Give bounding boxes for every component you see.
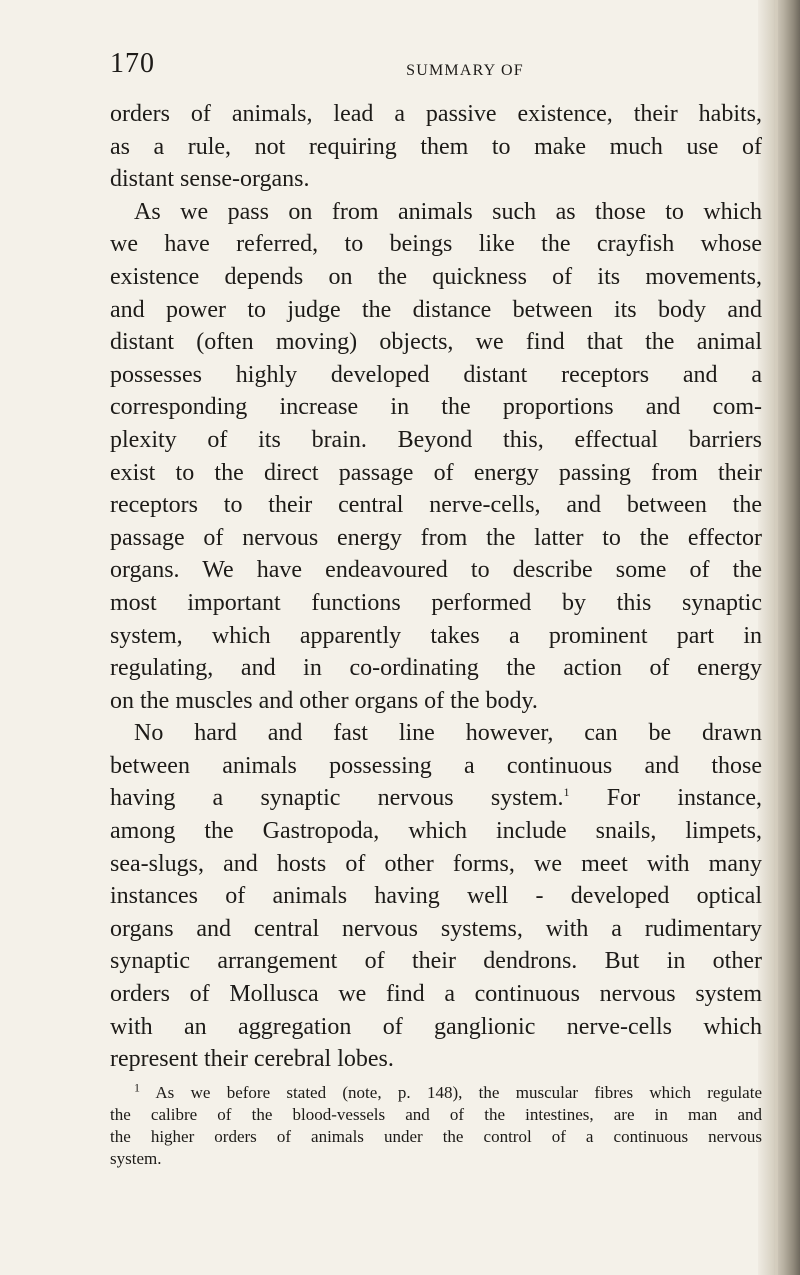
text-line: corresponding increase in the proportions and com-: [110, 394, 762, 421]
text-line: on the muscles and other organs of the body.: [110, 687, 538, 714]
footnote-line: the higher orders of animals under the control of a continuous nervous: [110, 1126, 762, 1146]
page-edge-shadow: [758, 0, 800, 1275]
text-line: synaptic arrangement of their dendrons. But in other: [110, 948, 762, 975]
text-line: possesses highly developed distant receptors and a: [110, 361, 762, 388]
text-line: orders of animals, lead a passive existence, their habits,: [110, 101, 762, 127]
text-line: distant sense-organs.: [110, 166, 310, 193]
text-line: organs and central nervous systems, with a rudimentary: [110, 915, 762, 942]
text-line: organs. We have endeavoured to describe some of the: [110, 557, 762, 584]
text-line: receptors to their central nerve-cells, and between the: [110, 492, 762, 519]
text-line: among the Gastropoda, which include snails, limpets,: [110, 818, 762, 845]
text-line: and power to judge the distance between its body and: [110, 296, 762, 323]
footnote-line: [110, 1082, 762, 1104]
footnote-line: system.: [110, 1148, 162, 1168]
text-line: instances of animals having well - developed optical: [110, 883, 762, 910]
text-line: passage of nervous energy from the latter to the effector: [110, 524, 762, 551]
text-line: distant (often moving) objects, we find that the animal: [110, 329, 762, 356]
running-head: SUMMARY OF: [406, 62, 524, 79]
footnote-line: the calibre of the blood-vessels and of the intestines, are in man and: [110, 1104, 762, 1124]
text-line: as a rule, not requiring them to make much use of: [110, 133, 762, 160]
text-line: plexity of its brain. Beyond this, effectual barriers: [110, 426, 762, 453]
page-header: [110, 48, 750, 88]
text-line: existence depends on the quickness of its movements,: [110, 263, 762, 290]
text-line: system, which apparently takes a prominent part in: [110, 622, 762, 649]
text-line-with-footnote: [110, 782, 762, 815]
text-fragment: having a synaptic nervous system.: [110, 785, 564, 812]
text-line: sea-slugs, and hosts of other forms, we meet with many: [110, 850, 762, 877]
text-line: No hard and fast line however, can be drawn: [134, 720, 762, 747]
text-line: regulating, and in co-ordinating the action of energy: [110, 655, 762, 682]
text-line: we have referred, to beings like the crayfish whose: [110, 231, 762, 258]
footnote: [110, 1082, 762, 1170]
text-line: with an aggregation of ganglionic nerve-cells which: [110, 1013, 762, 1040]
footnote-reference: 1: [563, 785, 570, 800]
page-edge-strip: [775, 0, 778, 1275]
text-line: As we pass on from animals such as those to which: [134, 198, 762, 225]
text-line: orders of Mollusca we find a continuous nervous system: [110, 981, 762, 1008]
text-line: exist to the direct passage of energy passing from their: [110, 459, 762, 486]
text-fragment: For instance,: [569, 785, 762, 812]
footnote-text: As we before stated (note, p. 148), the muscular fibres which regulate: [140, 1082, 762, 1102]
text-line: most important functions performed by this synaptic: [110, 589, 762, 616]
text-line: between animals possessing a continuous and those: [110, 752, 762, 779]
body-text: [110, 98, 762, 1170]
page-number: 170: [110, 48, 155, 79]
footnote-marker: 1: [134, 1080, 140, 1095]
text-line: represent their cerebral lobes.: [110, 1046, 394, 1073]
